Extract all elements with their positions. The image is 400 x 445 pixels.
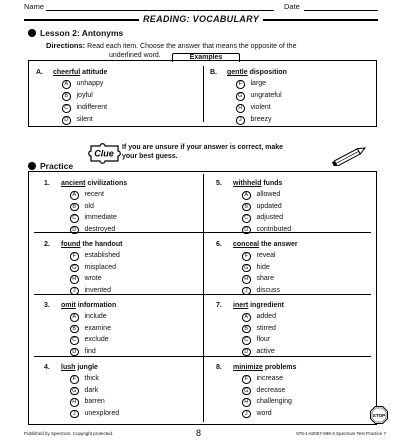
answer-option[interactable] <box>236 80 266 89</box>
answer-option[interactable] <box>70 387 98 396</box>
answer-bubble[interactable]: A <box>62 80 71 89</box>
answer-bubble[interactable]: A <box>70 313 79 322</box>
question-stem <box>233 180 282 187</box>
underlined-word: found <box>61 241 81 248</box>
answer-bubble[interactable]: H <box>242 275 251 284</box>
footer-copyright: Published by Spectrum. Copyright protected. <box>24 431 114 436</box>
question-item <box>44 302 204 359</box>
answer-option[interactable] <box>242 348 275 357</box>
footer-isbn: 978-1-62057-599-4 Spectrum Test Practice 7 <box>296 431 386 436</box>
question-number: 4. <box>44 364 50 371</box>
practice-heading <box>28 161 73 171</box>
stop-sign-icon <box>370 406 388 424</box>
answer-bubble[interactable]: F <box>70 252 79 261</box>
answer-bubble[interactable]: F <box>70 375 79 384</box>
answer-text: challenging <box>256 398 292 405</box>
answer-option[interactable] <box>236 104 271 113</box>
answer-text: active <box>256 347 275 355</box>
answer-bubble[interactable]: J <box>70 287 79 296</box>
name-label: Name <box>24 2 45 11</box>
answer-bubble[interactable]: D <box>70 226 79 235</box>
underlined-word: omit <box>61 302 76 309</box>
answer-option[interactable] <box>70 252 120 261</box>
answer-text: large <box>250 80 267 87</box>
underlined-word: withheld <box>233 180 262 187</box>
answer-text: immediate <box>84 214 117 221</box>
answer-bubble[interactable]: J <box>236 116 245 125</box>
answer-option[interactable] <box>242 410 272 419</box>
clue-tip-line1: If you are unsure if your answer is correct, make <box>122 144 284 151</box>
underlined-word: inert <box>233 302 249 309</box>
stem-rest: civilizations <box>85 180 128 187</box>
answer-option[interactable] <box>70 214 117 223</box>
question-number: A. <box>36 69 43 76</box>
answer-option[interactable] <box>70 336 109 345</box>
answer-bubble[interactable]: B <box>242 203 251 212</box>
answer-bubble[interactable]: B <box>70 203 79 212</box>
examples-divider <box>203 66 204 122</box>
answer-text: reveal <box>256 252 276 259</box>
stem-rest: the handout <box>80 241 123 248</box>
page-title: READING: VOCABULARY <box>139 14 263 24</box>
stop-label: STOP <box>372 413 386 418</box>
question-item <box>216 241 376 298</box>
answer-option[interactable] <box>62 104 107 113</box>
question-number: 6. <box>216 241 222 248</box>
underlined-word: gentle <box>227 69 248 76</box>
underlined-word: conceal <box>233 241 260 248</box>
answer-bubble[interactable]: D <box>62 116 71 125</box>
answer-option[interactable] <box>62 116 93 125</box>
answer-bubble[interactable]: H <box>236 104 245 113</box>
stem-rest: ingredient <box>248 302 284 309</box>
directions-label: Directions: <box>46 41 86 50</box>
answer-bubble[interactable]: A <box>70 191 79 200</box>
answer-text: include <box>84 313 107 320</box>
answer-text: misplaced <box>84 263 117 271</box>
answer-bubble[interactable]: G <box>70 264 79 273</box>
underlined-word: cheerful <box>53 69 81 76</box>
clue-tip-line2: your best guess. <box>122 153 178 160</box>
answer-bubble[interactable]: F <box>242 252 251 261</box>
answer-bubble[interactable]: H <box>70 398 79 407</box>
answer-option[interactable] <box>242 375 283 384</box>
answer-bubble[interactable]: A <box>242 191 251 200</box>
examples-tab: Examples <box>172 53 240 62</box>
question-stem <box>61 180 127 187</box>
answer-option[interactable] <box>242 336 270 345</box>
question-item <box>216 302 376 359</box>
answer-bubble[interactable]: G <box>70 387 79 396</box>
answer-text: barren <box>84 398 105 405</box>
answer-bubble[interactable]: B <box>62 92 71 101</box>
underlined-word: minimize <box>233 364 263 371</box>
question-stem <box>61 364 98 371</box>
date-label: Date <box>284 2 300 11</box>
page-title-bar <box>24 14 378 26</box>
clue-label: Clue <box>94 148 114 159</box>
answer-text: added <box>256 313 276 320</box>
answer-option[interactable] <box>242 325 276 334</box>
stem-rest: jungle <box>75 364 98 371</box>
question-number: 1. <box>44 180 50 187</box>
answer-bubble[interactable]: J <box>242 287 251 296</box>
pencil-icon <box>330 146 370 166</box>
question-number: 2. <box>44 241 50 248</box>
answer-text: discuss <box>256 286 280 294</box>
date-field[interactable] <box>304 10 378 11</box>
page-number: 8 <box>196 428 202 438</box>
question-item <box>216 364 376 421</box>
answer-text: ungrateful <box>250 92 282 99</box>
answer-text: indifferent <box>76 104 108 111</box>
answer-text: word <box>256 409 272 417</box>
question-stem <box>233 302 284 309</box>
question-item <box>210 69 370 128</box>
answer-text: decrease <box>256 386 286 394</box>
question-number: 8. <box>216 364 222 371</box>
answer-text: silent <box>76 116 93 123</box>
answer-bubble[interactable]: H <box>70 275 79 284</box>
answer-bubble[interactable]: F <box>236 80 245 89</box>
underlined-word: ancient <box>61 180 86 187</box>
stem-rest: attitude <box>80 69 108 76</box>
underlined-word: lush <box>61 364 76 371</box>
answer-option[interactable] <box>70 203 94 212</box>
answer-text: unhappy <box>76 80 104 87</box>
answer-option[interactable] <box>62 80 103 89</box>
answer-bubble[interactable]: G <box>236 92 245 101</box>
answer-text: wrote <box>84 275 102 282</box>
answer-bubble[interactable]: B <box>70 325 79 334</box>
answer-option[interactable] <box>242 191 280 200</box>
answer-option[interactable] <box>242 313 276 322</box>
answer-bubble[interactable]: F <box>242 375 251 384</box>
question-item <box>44 364 204 421</box>
answer-option[interactable] <box>242 252 276 261</box>
answer-option[interactable] <box>242 214 283 223</box>
answer-text: stirred <box>256 324 276 332</box>
answer-text: violent <box>250 104 271 111</box>
stem-rest: problems <box>262 364 297 371</box>
question-item <box>44 241 204 298</box>
answer-option[interactable] <box>242 287 280 296</box>
answer-bubble[interactable]: C <box>70 214 79 223</box>
answer-text: thick <box>84 375 99 382</box>
question-number: B. <box>210 69 217 76</box>
question-stem <box>233 364 296 371</box>
answer-text: exclude <box>84 336 109 343</box>
answer-option[interactable] <box>70 348 96 357</box>
question-item <box>216 180 376 237</box>
answer-text: examine <box>84 324 111 332</box>
answer-text: share <box>256 275 275 282</box>
answer-text: unexplored <box>84 409 120 417</box>
question-stem <box>61 241 122 248</box>
answer-option[interactable] <box>70 264 116 273</box>
question-stem <box>53 69 107 76</box>
answer-bubble[interactable]: D <box>242 348 251 357</box>
answer-option[interactable] <box>70 325 111 334</box>
question-stem <box>233 241 298 248</box>
answer-option[interactable] <box>70 191 104 200</box>
answer-bubble[interactable]: C <box>242 336 251 345</box>
answer-bubble[interactable]: B <box>242 325 251 334</box>
answer-option[interactable] <box>70 226 115 235</box>
question-stem <box>227 69 287 76</box>
answer-option[interactable] <box>70 410 119 419</box>
answer-text: established <box>84 252 120 259</box>
answer-bubble[interactable]: D <box>70 348 79 357</box>
answer-option[interactable] <box>62 92 93 101</box>
answer-text: flour <box>256 336 271 343</box>
answer-text: allowed <box>256 191 281 198</box>
answer-text: updated <box>256 202 282 210</box>
question-stem <box>61 302 116 309</box>
answer-text: destroyed <box>84 225 116 233</box>
answer-bubble[interactable]: G <box>242 264 251 273</box>
stem-rest: information <box>75 302 117 309</box>
answer-option[interactable] <box>242 226 291 235</box>
answer-option[interactable] <box>242 398 292 407</box>
answer-option[interactable] <box>236 92 282 101</box>
bullet-icon <box>28 29 36 37</box>
stem-rest: disposition <box>247 69 287 76</box>
answer-option[interactable] <box>70 313 107 322</box>
name-field[interactable] <box>46 10 274 11</box>
answer-bubble[interactable]: G <box>242 387 251 396</box>
answer-bubble[interactable]: C <box>62 104 71 113</box>
answer-option[interactable] <box>70 287 111 296</box>
stem-rest: the answer <box>259 241 298 248</box>
answer-option[interactable] <box>70 275 102 284</box>
clue-puzzle-icon <box>88 142 122 164</box>
bullet-icon <box>28 162 36 170</box>
answer-bubble[interactable]: J <box>242 410 251 419</box>
answer-option[interactable] <box>242 203 282 212</box>
question-item <box>36 69 196 128</box>
answer-option[interactable] <box>236 116 272 125</box>
answer-text: hide <box>256 263 270 271</box>
answer-option[interactable] <box>70 375 99 384</box>
answer-option[interactable] <box>70 398 105 407</box>
answer-text: find <box>84 347 96 355</box>
answer-option[interactable] <box>242 264 270 273</box>
answer-text: dark <box>84 386 99 394</box>
stem-rest: funds <box>261 180 283 187</box>
lesson-heading <box>28 28 123 38</box>
answer-bubble[interactable]: D <box>242 226 251 235</box>
question-number: 3. <box>44 302 50 309</box>
answer-text: old <box>84 202 94 210</box>
answer-text: increase <box>256 375 283 382</box>
answer-option[interactable] <box>242 275 274 284</box>
answer-text: contributed <box>256 225 292 233</box>
answer-option[interactable] <box>242 387 285 396</box>
clue-tip <box>122 143 302 161</box>
answer-bubble[interactable]: J <box>70 410 79 419</box>
answer-bubble[interactable]: H <box>242 398 251 407</box>
answer-text: recent <box>84 191 104 198</box>
answer-bubble[interactable]: C <box>70 336 79 345</box>
answer-text: invented <box>84 286 111 294</box>
question-number: 7. <box>216 302 222 309</box>
question-item <box>44 180 204 237</box>
answer-bubble[interactable]: C <box>242 214 251 223</box>
answer-bubble[interactable]: A <box>242 313 251 322</box>
directions-text-2: underlined word. <box>109 52 161 59</box>
lesson-title: Lesson 2: Antonyms <box>40 28 124 38</box>
name-date-line <box>24 2 378 12</box>
practice-title: Practice <box>40 161 74 171</box>
directions-text-1: Read each item. Choose the answer that means the opposite of the <box>87 43 297 50</box>
answer-text: adjusted <box>256 214 283 221</box>
answer-text: breezy <box>250 116 272 123</box>
answer-text: joyful <box>76 92 93 99</box>
question-number: 5. <box>216 180 222 187</box>
